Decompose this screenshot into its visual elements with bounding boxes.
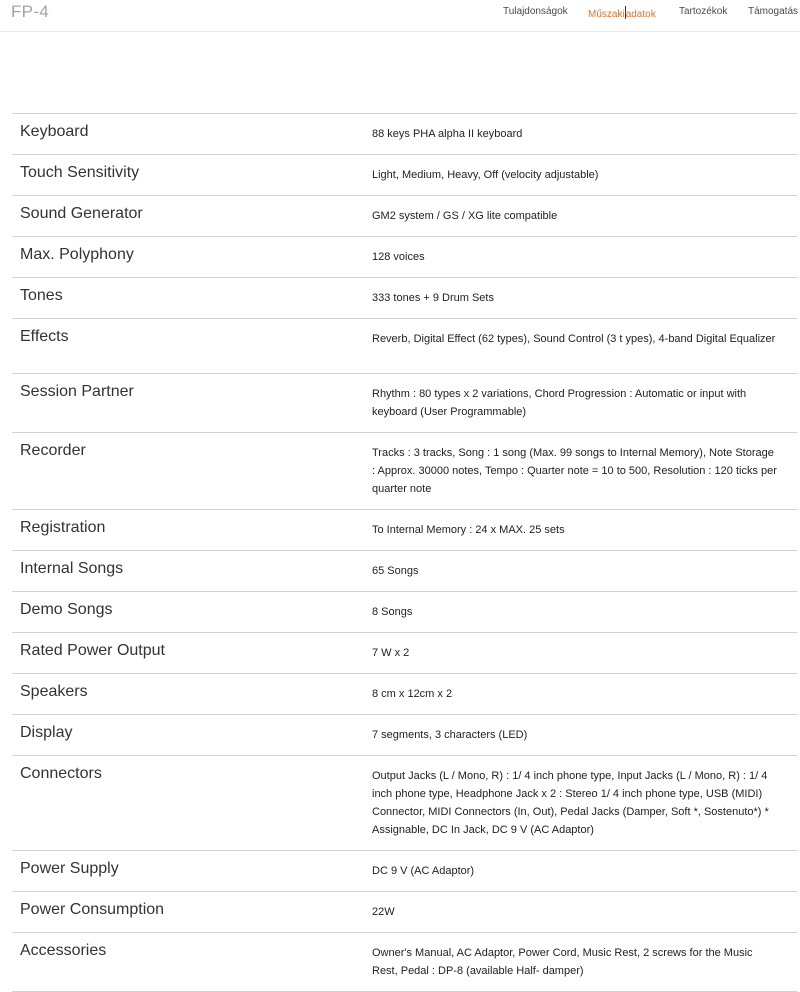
- spec-row: [12, 509, 797, 550]
- spec-row: [12, 755, 797, 850]
- spec-value: GM2 system / GS / XG lite compatible: [372, 210, 558, 222]
- spec-value: Reverb, Digital Effect (62 types), Sound Control (3 t ypes), 4-band Digital Equalizer: [372, 333, 776, 345]
- spec-value: 22W: [372, 906, 395, 918]
- nav-tab-features[interactable]: [503, 6, 568, 17]
- spec-value: 128 voices: [372, 251, 425, 263]
- spec-label: Registration: [20, 519, 106, 536]
- spec-value: Owner's Manual, AC Adaptor, Power Cord, Music Rest, 2 screws for the Music Rest, Pedal : DP-8 (available Half- damper): [372, 947, 753, 977]
- spec-row: [12, 195, 797, 236]
- spec-row: [12, 277, 797, 318]
- spec-row: [12, 632, 797, 673]
- nav-tab-label-rest: adatok: [625, 9, 656, 20]
- spec-value: 88 keys PHA alpha II keyboard: [372, 128, 523, 140]
- nav-tab-specifications[interactable]: [588, 6, 656, 20]
- spec-label: Effects: [20, 328, 69, 345]
- spec-label: Tones: [20, 287, 63, 304]
- spec-label: Recorder: [20, 442, 86, 459]
- spec-value: 7 W x 2: [372, 647, 410, 659]
- spec-row: [12, 373, 797, 432]
- spec-row: [12, 432, 797, 509]
- spec-row: [12, 891, 797, 932]
- spec-label: Connectors: [20, 765, 102, 782]
- spec-value: 8 cm x 12cm x 2: [372, 688, 453, 700]
- spec-value: 8 Songs: [372, 606, 413, 618]
- spec-row: [12, 550, 797, 591]
- section-nav: [0, 6, 800, 26]
- top-header: [0, 0, 800, 32]
- spec-label: Sound Generator: [20, 205, 143, 222]
- spec-label: Max. Polyphony: [20, 246, 134, 263]
- spec-value: Rhythm : 80 types x 2 variations, Chord Progression : Automatic or input with keyboard (User Programmable): [372, 388, 747, 418]
- spec-value: Tracks : 3 tracks, Song : 1 song (Max. 99 songs to Internal Memory), Note Storage : Approx. 30000 notes, Tempo : Quarter note = 10 to 500, Resolution : 120 ticks per quarter note: [372, 447, 777, 495]
- nav-tab-label: Műszaki: [588, 9, 625, 20]
- product-title: FP-4: [11, 2, 50, 21]
- spec-label: Speakers: [20, 683, 88, 700]
- spec-label: Internal Songs: [20, 560, 124, 577]
- spec-value: 7 segments, 3 characters (LED): [372, 729, 528, 741]
- spec-row: [12, 113, 797, 154]
- spec-table: [12, 113, 797, 992]
- spec-row: [12, 714, 797, 755]
- nav-tab-label: Tulajdonságok: [503, 6, 568, 17]
- spec-row: [12, 236, 797, 277]
- spec-label: Display: [20, 724, 73, 741]
- spec-label: Keyboard: [20, 123, 89, 140]
- spec-row: [12, 591, 797, 632]
- spec-label: Power Consumption: [20, 901, 165, 918]
- spec-row: [12, 318, 797, 373]
- spec-row: [12, 673, 797, 714]
- spec-label: Rated Power Output: [20, 642, 165, 659]
- nav-tab-label: Támogatás: [748, 6, 799, 17]
- spec-value: 333 tones + 9 Drum Sets: [372, 292, 494, 304]
- spec-label: Demo Songs: [20, 601, 113, 618]
- spec-label: Session Partner: [20, 383, 134, 400]
- spec-label: Accessories: [20, 942, 107, 959]
- spec-value: Output Jacks (L / Mono, R) : 1/ 4 inch phone type, Input Jacks (L / Mono, R) : 1/ 4 inch phone type, Headphone Jack x 2 : Stereo 1/ 4 inch phone type, USB (MIDI) Connector, MIDI Connectors (In, Out), Pedal Jacks (Damper, Soft *, Sostenuto*) * Assignable, DC In Jack, DC 9 V (AC Adaptor): [372, 770, 769, 836]
- spec-value: Light, Medium, Heavy, Off (velocity adjustable): [372, 169, 599, 181]
- nav-tab-label: Tartozékok: [679, 6, 728, 17]
- nav-tab-accessories[interactable]: [679, 6, 727, 17]
- spec-row: [12, 850, 797, 891]
- spec-value: To Internal Memory : 24 x MAX. 25 sets: [372, 524, 565, 536]
- spec-row: [12, 154, 797, 195]
- spec-label: Touch Sensitivity: [20, 164, 140, 181]
- spec-value: 65 Songs: [372, 565, 419, 577]
- spec-row: [12, 932, 797, 992]
- nav-tab-support[interactable]: [748, 6, 798, 17]
- spec-value: DC 9 V (AC Adaptor): [372, 865, 475, 877]
- spec-label: Power Supply: [20, 860, 119, 877]
